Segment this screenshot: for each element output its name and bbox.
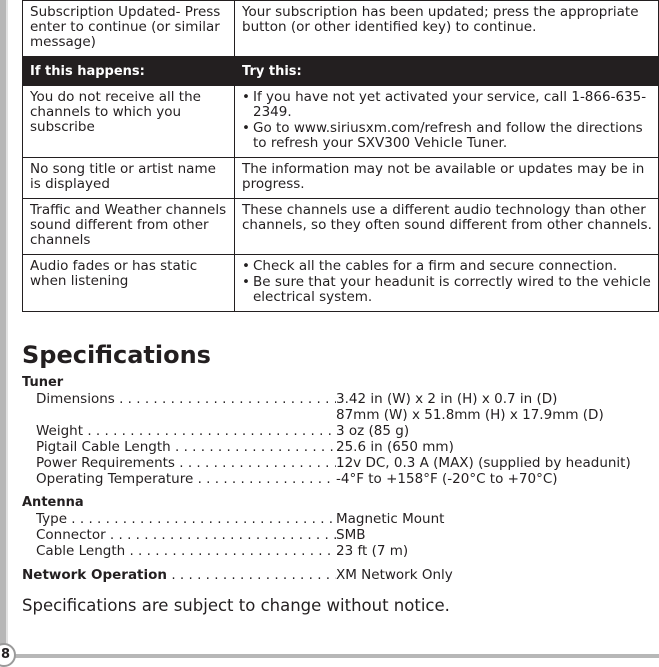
header-try-this: Try this: [235,57,659,86]
problem-cell: Subscription Updated- Press enter to continue (or similar message) [23,1,235,57]
spec-label: Weight . . . [36,423,336,439]
spec-value: 87mm (W) x 51.8mm (H) x 17.9mm (D) [336,407,604,423]
table-row [23,86,659,158]
spec-value: Magnetic Mount [336,511,445,527]
solution-cell: These channels use a different audio technology than other channels, so they often sound different from other channels. [235,199,659,255]
table-header-row [23,57,659,86]
spec-label: Dimensions . . . [36,391,336,407]
spec-value: SMB [336,527,366,543]
spec-row-type [22,511,652,527]
tuner-title: Tuner [22,375,64,390]
specifications-list [22,375,652,583]
header-if-this-happens: If this happens: [23,57,235,86]
spec-value: 25.6 in (650 mm) [336,439,454,455]
spec-label: Power Requirements . . . [36,455,336,471]
solution-cell [235,86,659,158]
spec-value: 3.42 in (W) x 2 in (H) x 0.7 in (D) [336,391,558,407]
spec-row-cable-length [22,543,652,559]
list-item: • Be sure that your headunit is correctly wired to the vehicle electrical system. [242,275,652,305]
spec-label: Operating Temperature . . . [36,471,336,487]
table-row [23,1,659,57]
spec-value: -4°F to +158°F (-20°C to +70°C) [336,471,558,487]
table-row [23,199,659,255]
spec-row-power [22,455,652,471]
spec-label [22,567,336,583]
problem-cell: Traffic and Weather channels sound different from other channels [23,199,235,255]
problem-cell: You do not receive all the channels to which you subscribe [23,86,235,158]
spec-label: Connector . . . [36,527,336,543]
list-item: • If you have not yet activated your service, call 1-866-635-2349. [242,90,652,120]
troubleshooting-table [22,0,659,312]
problem-cell: Audio fades or has static when listening [23,255,235,312]
solution-cell: The information may not be available or updates may be in progress. [235,158,659,199]
solution-cell [235,255,659,312]
network-operation-label: Network Operation [22,567,168,583]
list-item: • Go to www.siriusxm.com/refresh and follow the directions to refresh your SXV300 Vehicle Tuner. [242,121,652,151]
page-number: 8 [0,643,16,667]
solution-bullet-list [242,259,652,305]
spec-value: 23 ft (7 m) [336,543,409,559]
spec-value: 12v DC, 0.3 A (MAX) (supplied by headunit) [336,455,631,471]
list-item: • Check all the cables for a firm and secure connection. [242,259,652,274]
problem-cell: No song title or artist name is displayed [23,158,235,199]
spec-row-connector [22,527,652,543]
page-edge-bar-inner [6,0,8,650]
spec-row-dimensions-metric [22,407,652,423]
solution-cell: Your subscription has been updated; press the appropriate button (or other identified key) to continue. [235,1,659,57]
spec-row-weight [22,423,652,439]
table-row [23,255,659,312]
spec-value: 3 oz (85 g) [336,423,410,439]
antenna-group [22,495,652,559]
specifications-notice: Specifications are subject to change without notice. [22,596,450,615]
spec-value: XM Network Only [336,567,453,583]
spec-row-network [22,567,652,583]
solution-bullet-list [242,90,652,151]
spec-row-pigtail [22,439,652,455]
spec-label: Cable Length . . . [36,543,336,559]
tuner-group [22,375,652,487]
table-row [23,158,659,199]
specifications-heading: Specifications [22,341,211,369]
spec-label: Type . . . [36,511,336,527]
spec-row-dimensions [22,391,652,407]
page-footer-line [10,654,659,658]
spec-label: Pigtail Cable Length . . . [36,439,336,455]
spec-row-temperature [22,471,652,487]
antenna-title: Antenna [22,495,84,510]
